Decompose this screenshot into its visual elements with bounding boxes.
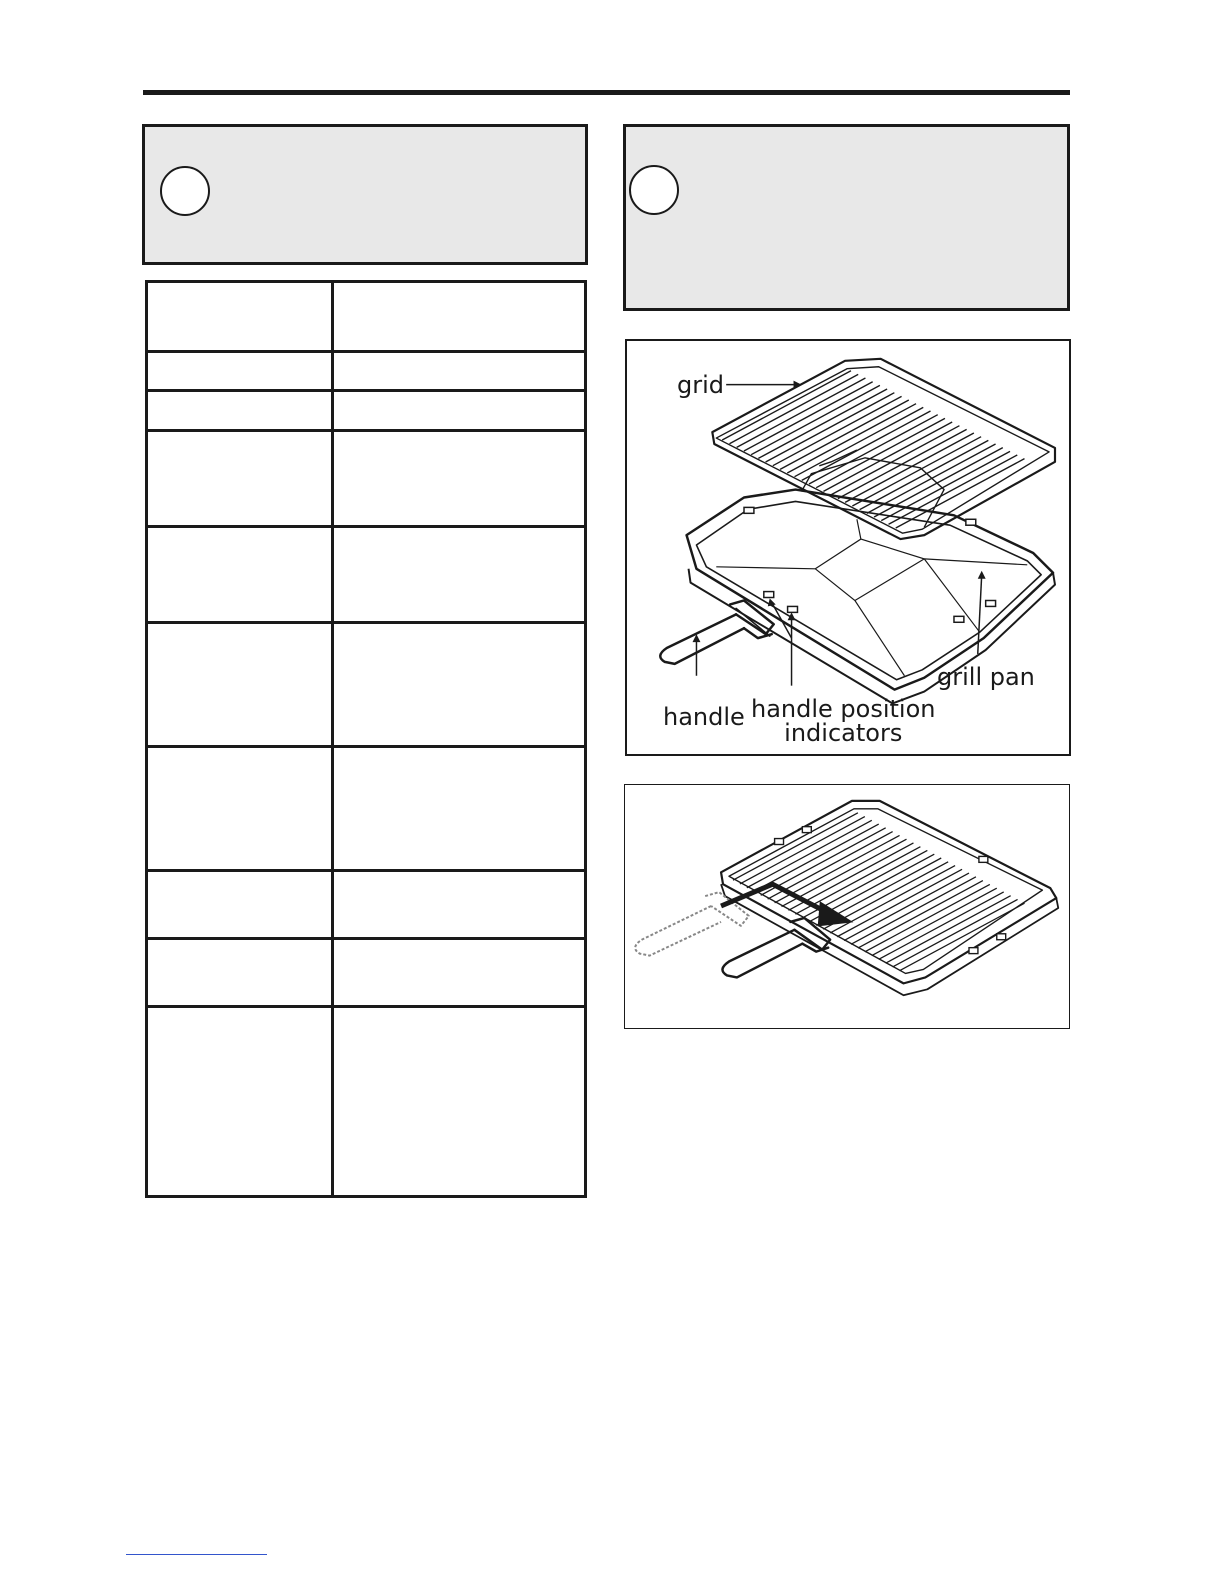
grid-bar <box>874 448 1003 517</box>
handle-position-indicators-label <box>751 697 936 745</box>
grid-bar <box>758 389 887 458</box>
handle-position-label-line1: handle position <box>751 695 936 723</box>
grid-bar <box>754 824 879 891</box>
grill-pan-exploded-figure <box>625 339 1071 756</box>
footer-link-underline <box>126 1554 267 1555</box>
grid-bar <box>780 400 909 469</box>
table-row-divider <box>148 389 584 392</box>
table-row-divider <box>148 937 584 940</box>
table-row-divider <box>148 1005 584 1008</box>
grid-bar <box>751 385 880 454</box>
note-box-right <box>623 124 1070 311</box>
note-box-left <box>142 124 588 265</box>
grid-bar <box>845 433 974 502</box>
grid-bar <box>865 884 990 951</box>
grid-bar <box>830 866 955 933</box>
table-row-divider <box>148 350 584 353</box>
grid-bar <box>816 418 945 487</box>
grid-bar <box>809 415 938 484</box>
step-number-circle <box>160 166 210 216</box>
top-rule <box>143 90 1070 95</box>
grid-bars <box>733 813 1025 971</box>
grid-bar <box>844 873 969 940</box>
grid-bar <box>744 382 873 451</box>
grid-bar <box>837 869 962 936</box>
handle-movement-figure <box>624 784 1070 1029</box>
table-row-divider <box>148 745 584 748</box>
handle-label: handle <box>663 703 745 731</box>
grid-bar <box>733 813 858 880</box>
grid-bar <box>860 440 989 509</box>
table-row-divider <box>148 869 584 872</box>
grill-pan-label: grill pan <box>937 663 1035 691</box>
grid-bar <box>858 881 983 948</box>
grid-bar <box>773 396 902 465</box>
grid-label: grid <box>677 371 725 399</box>
grid-bar <box>766 393 895 462</box>
grid-bar <box>881 451 1010 520</box>
empty-table <box>145 280 587 1198</box>
grid-bar <box>852 437 981 506</box>
handle-position-label-line2: indicators <box>784 719 903 747</box>
table-row-divider <box>148 525 584 528</box>
step-number-circle <box>629 165 679 215</box>
table-row-divider <box>148 621 584 624</box>
grid-bar <box>838 429 967 498</box>
grid-bar <box>879 892 1004 959</box>
table-column-divider <box>331 283 334 1195</box>
grid-bar <box>737 378 866 447</box>
grid-bar <box>802 411 931 480</box>
grid-bar <box>867 444 996 513</box>
grill-pan-exploded-illustration <box>627 341 1069 754</box>
grid-bar <box>795 407 924 476</box>
grid-bar <box>722 371 851 440</box>
table-row-divider <box>148 429 584 432</box>
grid-bar <box>851 877 976 944</box>
grid-bar <box>787 404 916 473</box>
handle-movement-illustration <box>625 785 1069 1028</box>
grid-bar <box>831 426 960 495</box>
